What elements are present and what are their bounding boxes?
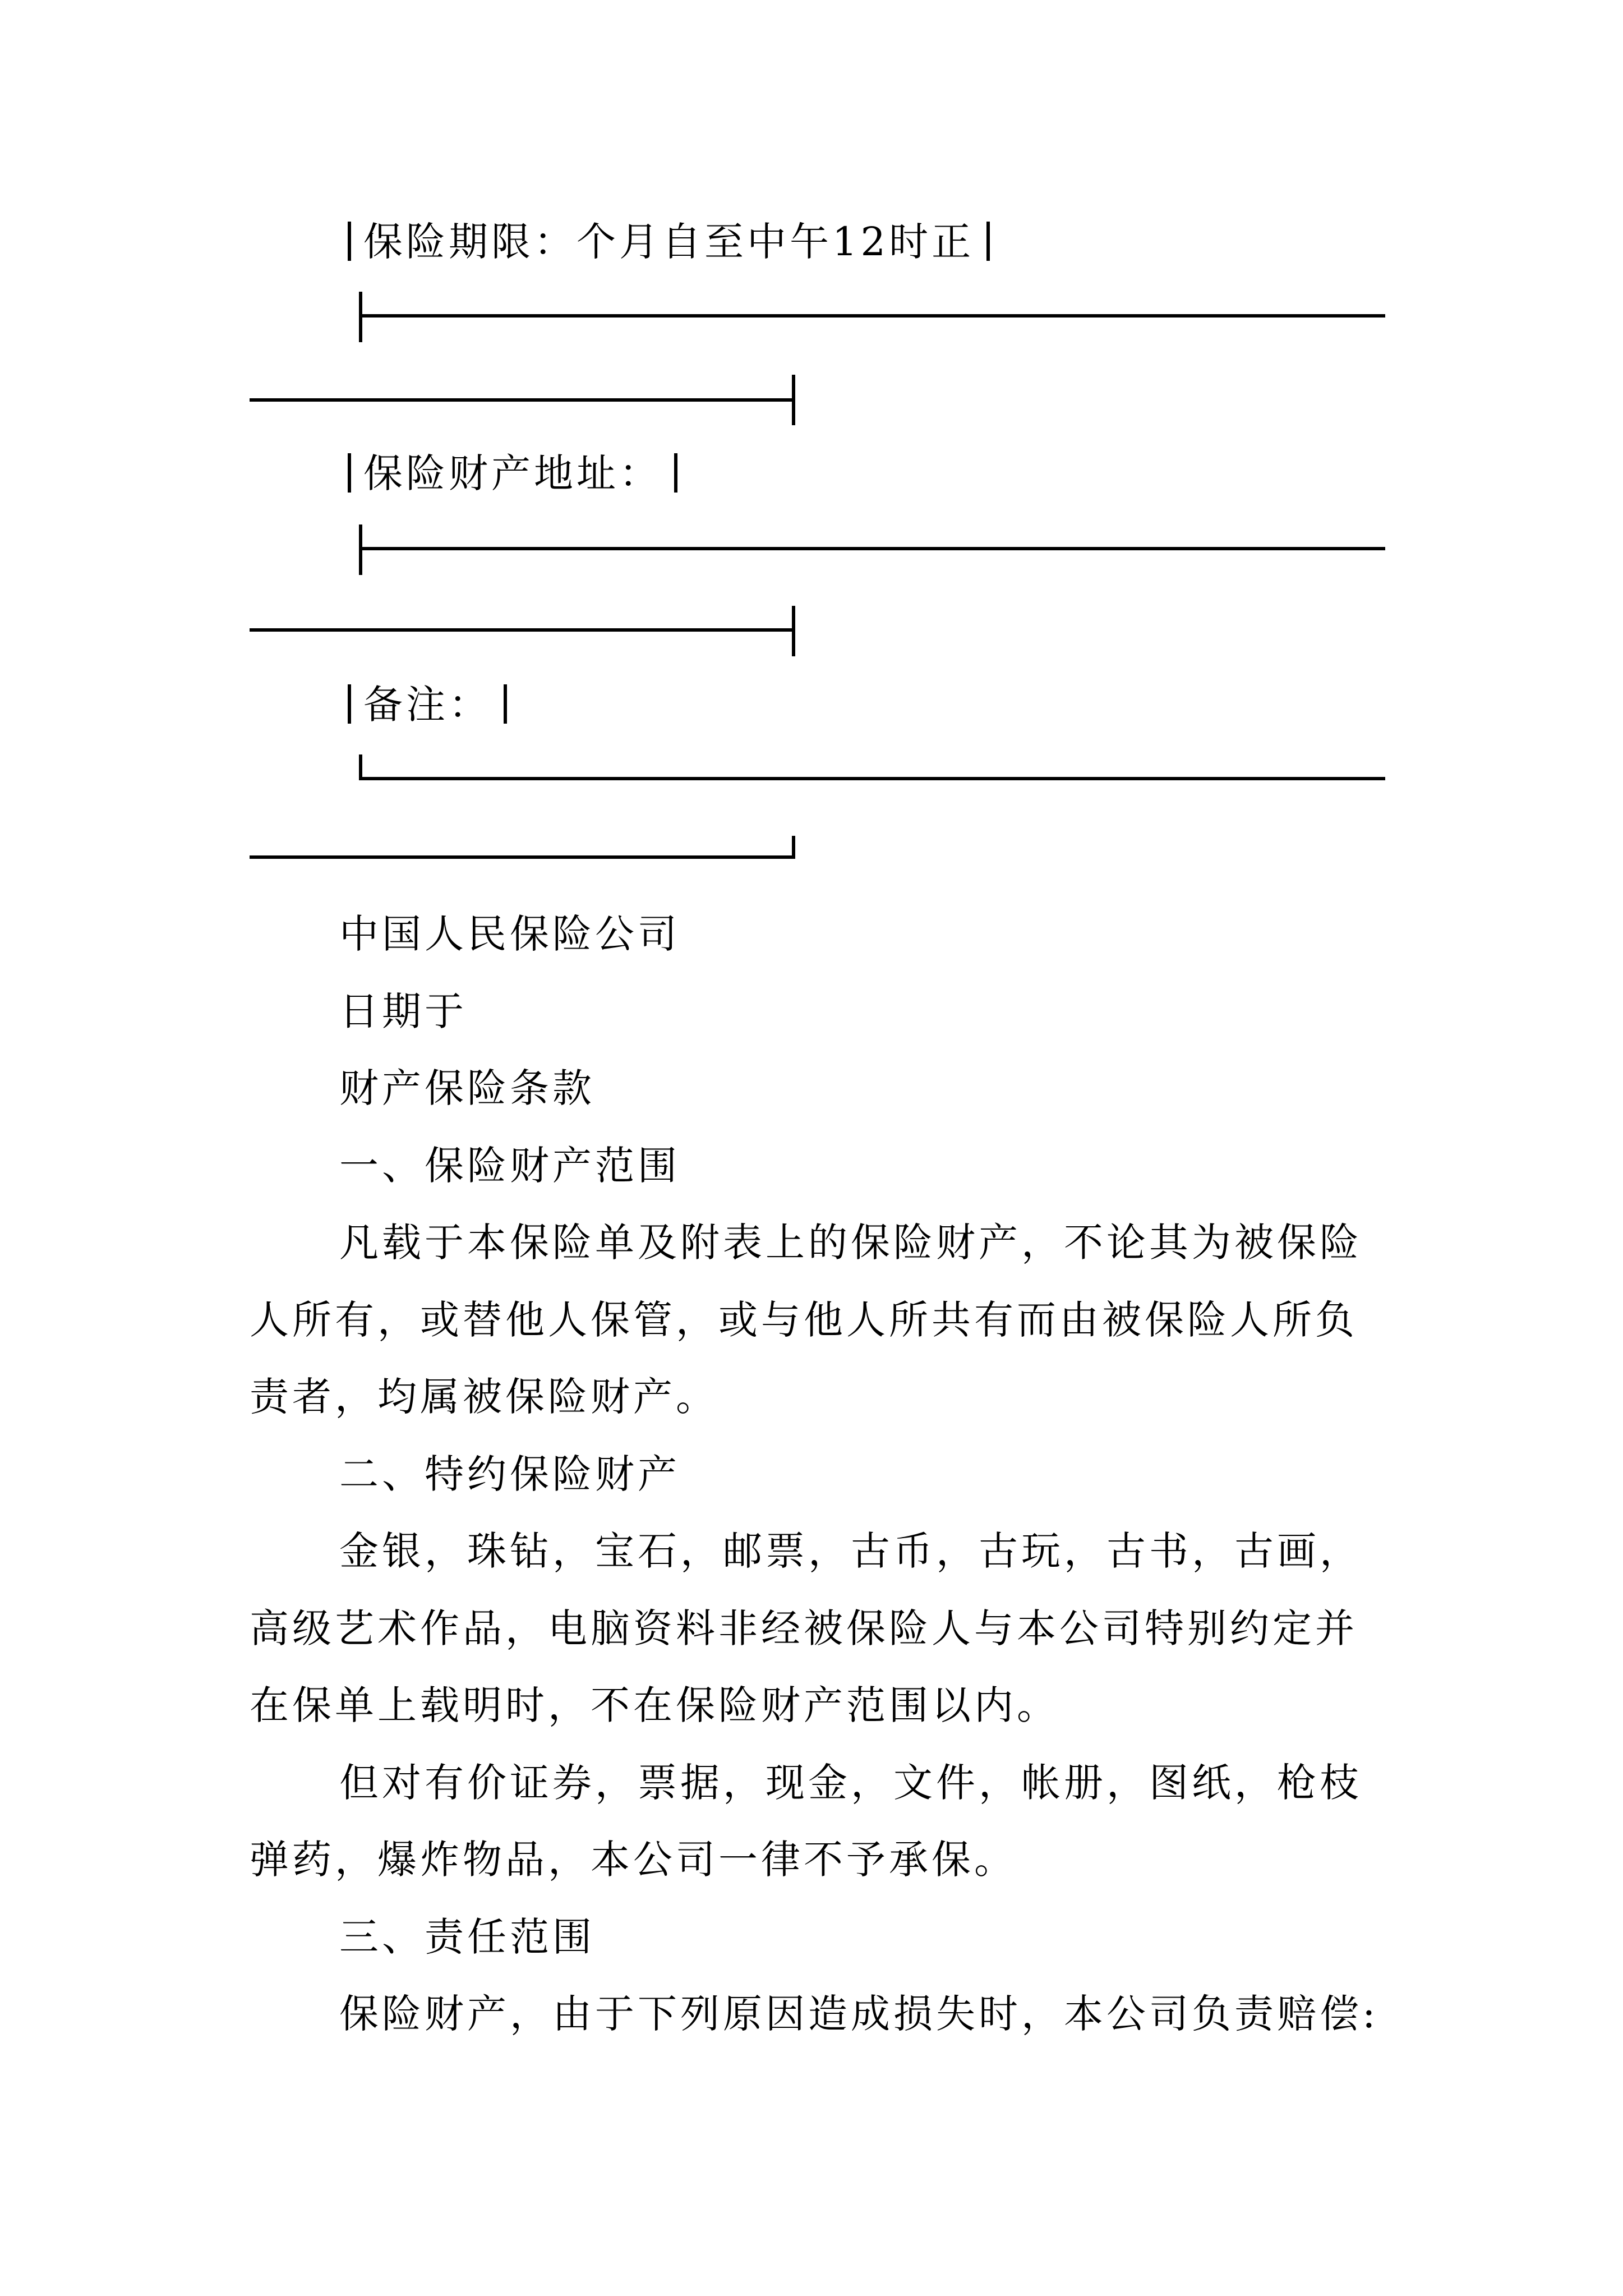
separator-rule-continued [250, 398, 794, 402]
table-left-border [348, 684, 351, 724]
bottom-border-right-tick [792, 836, 795, 859]
table-left-border [348, 453, 351, 493]
period-row [348, 219, 1002, 265]
bottom-border-rule [359, 777, 1385, 780]
section-2-text: 在保单上载明时，不在保险财产范围以内。 [250, 1682, 1059, 1728]
separator-rule [359, 314, 1385, 318]
bottom-border-left-tick [359, 754, 362, 780]
separator-rule-continued [250, 628, 794, 632]
section-1-heading: 一、保险财产范围 [339, 1143, 680, 1189]
table-right-border [674, 453, 677, 493]
table-right-border [504, 684, 507, 724]
section-3-text: 保险财产，由于下列原因造成损失时，本公司负责赔偿: [339, 1991, 1379, 2037]
section-1-text: 人所有，或替他人保管，或与他人所共有而由被保险人所负 [250, 1297, 1358, 1343]
section-2-text: 金银，珠钻，宝石，邮票，古币，古玩，古书，古画， [339, 1528, 1362, 1574]
separator-rule [359, 547, 1385, 550]
date-line: 日期于 [339, 988, 467, 1034]
section-1-text: 凡载于本保险单及附表上的保险财产，不论其为被保险 [339, 1220, 1362, 1266]
section-2-text: 但对有价证券，票据，现金，文件，帐册，图纸，枪枝 [339, 1760, 1362, 1806]
address-row [348, 450, 690, 496]
section-2-text: 高级艺术作品，电脑资料非经被保险人与本公司特别约定并 [250, 1605, 1358, 1651]
section-2-heading: 二、特约保险财产 [339, 1451, 680, 1497]
section-3-heading: 三、责任范围 [339, 1914, 595, 1960]
section-2-text: 弹药，爆炸物品，本公司一律不予承保。 [250, 1837, 1017, 1883]
table-left-border [348, 222, 351, 261]
address-text: 保险财产地址： [363, 450, 662, 496]
remarks-text: 备注： [363, 682, 491, 728]
section-1-text: 责者，均属被保险财产。 [250, 1374, 718, 1420]
separator-right-tick [792, 375, 795, 425]
table-right-border [986, 222, 990, 261]
clauses-title: 财产保险条款 [339, 1065, 595, 1111]
company-name: 中国人民保险公司 [339, 911, 680, 957]
remarks-row [348, 682, 519, 728]
period-text: 保险期限：个月自至中午12时正 [363, 219, 975, 265]
separator-right-tick [792, 606, 795, 656]
bottom-border-rule-continued [250, 855, 794, 859]
